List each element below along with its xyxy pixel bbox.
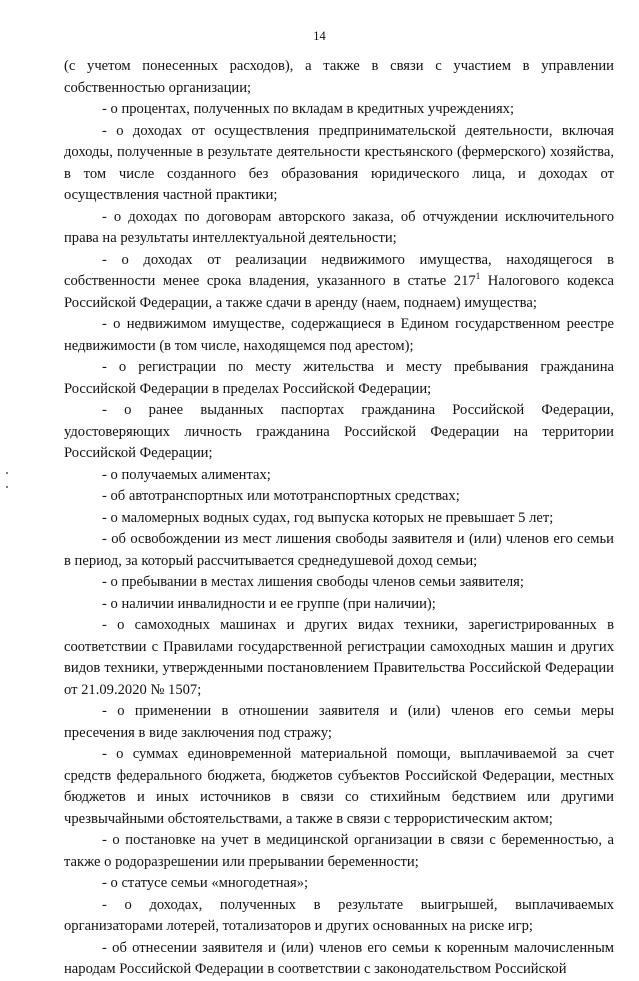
list-item: - о ранее выданных паспортах гражданина Российской Федерации, удостоверяющих личность гражданина Российской Федерации на территории Российской Федерации; bbox=[64, 402, 614, 461]
paragraph-continuation: (с учетом понесенных расходов), а также в связи с участием в управлении собственностью организации; bbox=[64, 58, 614, 96]
list-item: - о пребывании в местах лишения свободы членов семьи заявителя; bbox=[102, 574, 524, 590]
list-item: - о получаемых алиментах; bbox=[102, 466, 271, 483]
list-item bbox=[64, 250, 614, 315]
scan-speck bbox=[6, 486, 8, 488]
document-body bbox=[64, 56, 614, 981]
list-item: - о недвижимом имуществе, содержащиеся в Едином государственном реестре недвижимости (в том числе, находящемся под арестом); bbox=[64, 316, 614, 354]
list-item: - о регистрации по месту жительства и месту пребывания гражданина Российской Федерации в пределах Российской Федерации; bbox=[64, 359, 614, 397]
list-item: - о доходах от осуществления предпринимательской деятельности, включая доходы, полученные в результате деятельности крестьянского (фермерского) хозяйства, в том числе созданного без образования юридического лица, и доходах от осуществления частной практики; bbox=[64, 122, 614, 203]
list-item: - о маломерных водных судах, год выпуска которых не превышает 5 лет; bbox=[102, 509, 554, 526]
list-item: - о наличии инвалидности и ее группе (при наличии); bbox=[102, 595, 436, 612]
list-item: - о применении в отношении заявителя и (или) членов его семьи меры пресечения в виде заключения под стражу; bbox=[64, 703, 614, 741]
list-item: - о доходах, полученных в результате выигрышей, выплачиваемых организаторами лотерей, тотализаторов и других основанных на риске игр; bbox=[64, 896, 614, 934]
list-item: - о постановке на учет в медицинской организации в связи с беременностью, а также о родоразрешении или прерывании беременности; bbox=[64, 832, 614, 870]
list-item: - об отнесении заявителя и (или) членов его семьи к коренным малочисленным народам Российской Федерации в соответствии с законодательством Российской bbox=[64, 939, 614, 977]
list-item-text: Налогового кодекса Российской Федерации, а также сдачи в аренду (наем, поднаем) имущества; bbox=[64, 273, 614, 311]
list-item-text: - о доходах от реализации недвижимого имущества, находящегося в собственности менее срока владения, указанного в статье 217 bbox=[64, 251, 614, 289]
list-item: - о процентах, полученных по вкладам в кредитных учреждениях; bbox=[102, 101, 515, 117]
list-item: - о самоходных машинах и других видах техники, зарегистрированных в соответствии с Правилами государственной регистрации самоходных машин и других видов техники, утвержденными постановлением Правительства Российской Федерации от 21.09.2020 № 1507; bbox=[64, 617, 614, 698]
list-item: - об освобождении из мест лишения свободы заявителя и (или) членов его семьи в период, за который рассчитывается среднедушевой доход семьи; bbox=[64, 531, 614, 569]
page-number: 14 bbox=[313, 29, 326, 43]
list-item: - о статусе семьи «многодетная»; bbox=[102, 875, 309, 891]
list-item: - о суммах единовременной материальной помощи, выплачиваемой за счет средств федерального бюджета, бюджетов субъектов Российской Федерации, местных бюджетов и иных источников в связи со стихийным бедствием или другими чрезвычайными обстоятельствами, а также в связи с террористическим актом; bbox=[64, 746, 614, 827]
scan-speck bbox=[6, 472, 8, 474]
list-item: - о доходах по договорам авторского заказа, об отчуждении исключительного права на результаты интеллектуальной деятельности; bbox=[64, 208, 614, 246]
superscript: 1 bbox=[475, 271, 481, 282]
list-item: - об автотранспортных или мототранспортных средствах; bbox=[102, 488, 460, 504]
